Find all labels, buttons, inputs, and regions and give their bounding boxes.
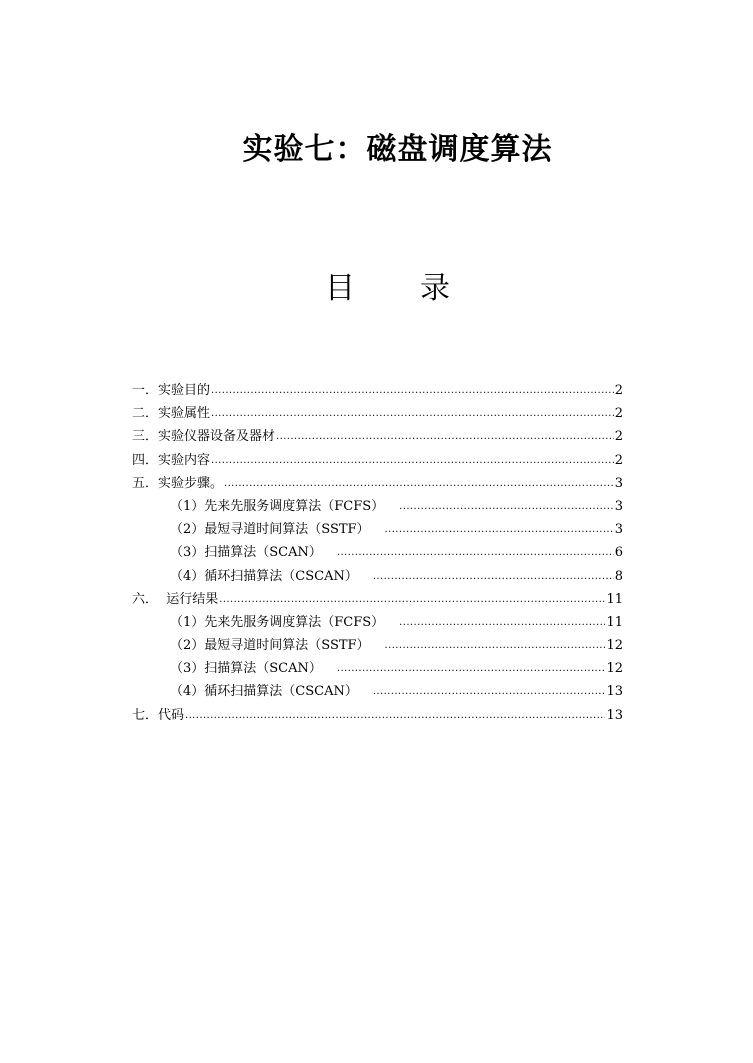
toc-dot-leader — [399, 495, 614, 518]
toc-dot-leader — [211, 379, 614, 402]
toc-dot-leader — [399, 611, 605, 634]
toc-entry-7[interactable] — [132, 704, 623, 727]
toc-entry-label: （2）最短寻道时间算法（SSTF） — [170, 638, 370, 654]
toc-entry-label: 三．实验仪器设备及器材 — [132, 429, 276, 445]
toc-entry-label: （4）循环扫描算法（CSCAN） — [170, 568, 358, 584]
toc-dot-leader — [211, 449, 614, 472]
toc-entry-6-2[interactable] — [132, 634, 623, 657]
toc-entry-6[interactable] — [132, 588, 623, 611]
toc-entry-label: 六． 运行结果 — [132, 591, 219, 607]
toc-entry-label: 七．代码 — [132, 707, 185, 723]
table-of-contents — [132, 379, 623, 727]
toc-page-number: 6 — [614, 545, 623, 561]
toc-dot-leader — [224, 472, 614, 495]
toc-dot-leader — [337, 541, 614, 564]
toc-entry-6-1[interactable] — [132, 611, 623, 634]
toc-page-number: 3 — [614, 522, 623, 538]
toc-entry-label: （3）扫描算法（SCAN） — [170, 661, 322, 677]
toc-entry-6-4[interactable] — [132, 680, 623, 703]
toc-entry-label: （3）扫描算法（SCAN） — [170, 545, 322, 561]
toc-entry-5-3[interactable] — [132, 541, 623, 564]
toc-page-number: 2 — [614, 452, 623, 468]
toc-page-number: 2 — [614, 406, 623, 422]
toc-entry-1[interactable] — [132, 379, 623, 402]
toc-dot-leader — [276, 425, 614, 448]
toc-page-number: 3 — [614, 475, 623, 491]
toc-page-number: 11 — [606, 591, 623, 607]
toc-entry-label: 五．实验步骤。 — [132, 475, 224, 491]
toc-heading — [0, 266, 753, 312]
toc-entry-label: （1）先来先服务调度算法（FCFS） — [170, 498, 385, 514]
toc-entry-2[interactable] — [132, 402, 623, 425]
toc-dot-leader — [211, 402, 614, 425]
toc-entry-label: 四．实验内容 — [132, 452, 211, 468]
toc-entry-5-2[interactable] — [132, 518, 623, 541]
toc-entry-label: 一．实验目的 — [132, 383, 211, 398]
toc-entry-3[interactable] — [132, 425, 623, 448]
toc-entry-label: （2）最短寻道时间算法（SSTF） — [170, 522, 370, 538]
toc-entry-label: （1）先来先服务调度算法（FCFS） — [170, 614, 385, 630]
toc-entry-5[interactable] — [132, 472, 623, 495]
toc-dot-leader — [219, 588, 605, 611]
toc-dot-leader — [337, 657, 606, 680]
toc-entry-6-3[interactable] — [132, 657, 623, 680]
toc-dot-leader — [373, 565, 614, 588]
toc-dot-leader — [185, 704, 605, 727]
toc-page-number: 12 — [606, 661, 623, 677]
toc-dot-leader — [373, 680, 606, 703]
toc-page-number: 11 — [606, 614, 623, 630]
toc-dot-leader — [385, 634, 606, 657]
toc-entry-5-4[interactable] — [132, 565, 623, 588]
toc-page-number: 13 — [606, 684, 623, 700]
toc-page-number: 8 — [614, 568, 623, 584]
toc-entry-label: （4）循环扫描算法（CSCAN） — [170, 684, 358, 700]
toc-heading-char-1: 目 — [325, 271, 355, 306]
toc-page-number: 12 — [606, 638, 623, 654]
toc-page-number: 3 — [614, 498, 623, 514]
toc-page-number: 2 — [614, 383, 623, 398]
document-title: 实验七：磁盘调度算法 — [242, 132, 553, 167]
toc-entry-4[interactable] — [132, 449, 623, 472]
toc-entry-label: 二．实验属性 — [132, 406, 211, 422]
toc-page-number: 2 — [614, 429, 623, 445]
toc-dot-leader — [385, 518, 614, 541]
toc-page-number: 13 — [606, 707, 623, 723]
toc-heading-char-2: 录 — [420, 271, 450, 306]
toc-entry-5-1[interactable] — [132, 495, 623, 518]
